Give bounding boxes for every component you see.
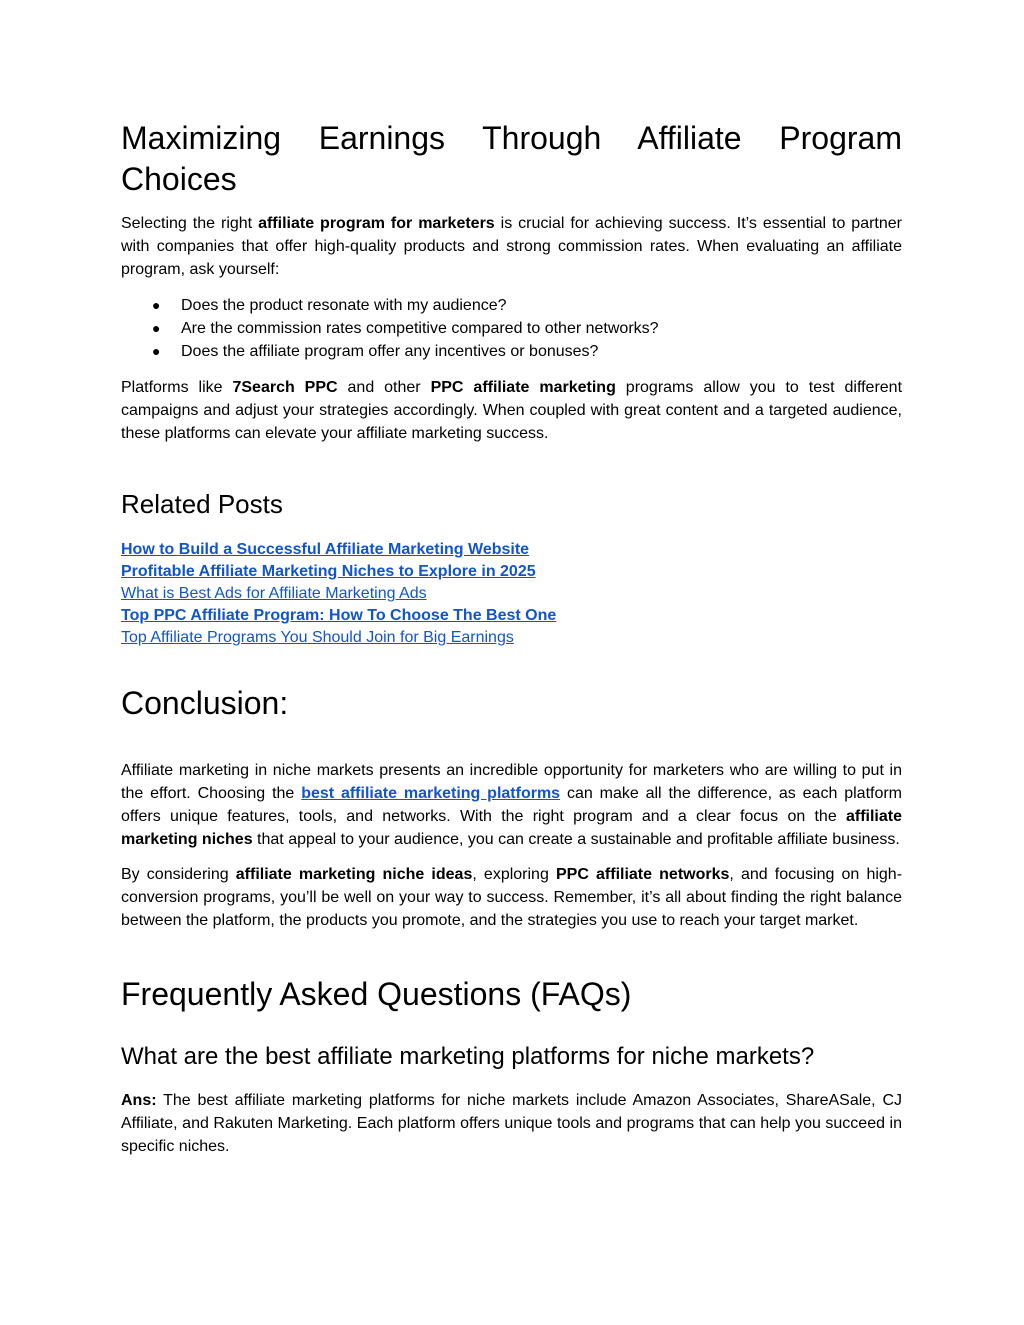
conclusion1-bold-1: affiliate marketing niches: [121, 808, 902, 848]
list-item: [121, 340, 902, 363]
faq-answer: [121, 1089, 902, 1158]
list-item: [121, 317, 902, 340]
platforms-text-3: programs allow you to test different campaigns and adjust your strategies accordingly. When coupled with great content and a targeted audience, these platforms can elevate your affiliate marketing success.: [121, 379, 903, 442]
conclusion2-bold-2: PPC affiliate networks: [555, 866, 730, 883]
conclusion2-text-2: , exploring: [472, 866, 556, 883]
bullet-icon: ●: [152, 320, 161, 336]
related-post-link[interactable]: How to Build a Successful Affiliate Marketing Website: [121, 541, 530, 558]
section-title: Maximizing Earnings Through Affiliate Program Choices: [121, 120, 902, 197]
related-posts-list: [121, 539, 902, 649]
platforms-paragraph: [121, 376, 902, 445]
list-item: [121, 294, 902, 317]
list-item-text: Does the affiliate program offer any incentives or bonuses?: [181, 343, 599, 360]
platforms-text-1: Platforms like: [121, 379, 233, 396]
list-item-text: Are the commission rates competitive compared to other networks?: [181, 320, 659, 337]
question-list: [121, 294, 902, 363]
best-platforms-link[interactable]: best affiliate marketing platforms: [301, 785, 561, 802]
platforms-text-2: and other: [337, 379, 431, 396]
related-post-link[interactable]: Top PPC Affiliate Program: How To Choose The Best One: [121, 607, 557, 624]
list-item-text: Does the product resonate with my audience?: [181, 297, 507, 314]
conclusion2-bold-1: affiliate marketing niche ideas: [235, 866, 473, 883]
conclusion1-text-2: can make all the difference, as each platform offers unique features, tools, and networks. With the right program and a clear focus on the: [121, 785, 903, 825]
faq-heading: Frequently Asked Questions (FAQs): [121, 976, 632, 1012]
intro-bold-1: affiliate program for marketers: [258, 215, 495, 232]
answer-label: Ans:: [121, 1092, 157, 1109]
bullet-icon: ●: [152, 297, 161, 313]
related-post-link[interactable]: Profitable Affiliate Marketing Niches to Explore in 2025: [121, 563, 536, 580]
bullet-icon: ●: [152, 343, 161, 359]
related-posts-heading: Related Posts: [121, 489, 283, 519]
platforms-bold-2: PPC affiliate marketing: [430, 379, 616, 396]
platforms-bold-1: 7Search PPC: [232, 379, 338, 396]
related-post-link[interactable]: Top Affiliate Programs You Should Join for Big Earnings: [121, 629, 514, 646]
conclusion1-text-3: that appeal to your audience, you can create a sustainable and profitable affiliate business.: [252, 831, 900, 848]
document-content: [121, 118, 902, 1158]
conclusion-paragraph-1: [121, 759, 902, 851]
intro-paragraph: [121, 212, 902, 281]
conclusion1-text-1: Affiliate marketing in niche markets presents an incredible opportunity for marketers who are willing to put in the effort. Choosing the: [121, 762, 902, 802]
conclusion2-text-1: By considering: [121, 866, 236, 883]
intro-text-1: Selecting the right: [121, 215, 259, 232]
related-post-link[interactable]: What is Best Ads for Affiliate Marketing Ads: [121, 585, 427, 602]
conclusion-paragraph-2: [121, 863, 902, 932]
answer-text: The best affiliate marketing platforms for niche markets include Amazon Associates, ShareASale, CJ Affiliate, and Rakuten Marketing. Each platform offers unique tools and programs that can help you succeed in specific niches.: [121, 1092, 902, 1155]
conclusion-heading: Conclusion:: [121, 685, 289, 721]
conclusion2-text-3: , and focusing on high-conversion programs, you’ll be well on your way to success. Remember, it’s all about finding the right balance between the platform, the products you promote, and the strategies you use to reach your target market.: [121, 866, 903, 929]
intro-text-2: is crucial for achieving success. It’s essential to partner with companies that offer high-quality products and strong commission rates. When evaluating an affiliate program, ask yourself:: [121, 215, 902, 278]
faq-question: What are the best affiliate marketing platforms for niche markets?: [121, 1043, 815, 1070]
